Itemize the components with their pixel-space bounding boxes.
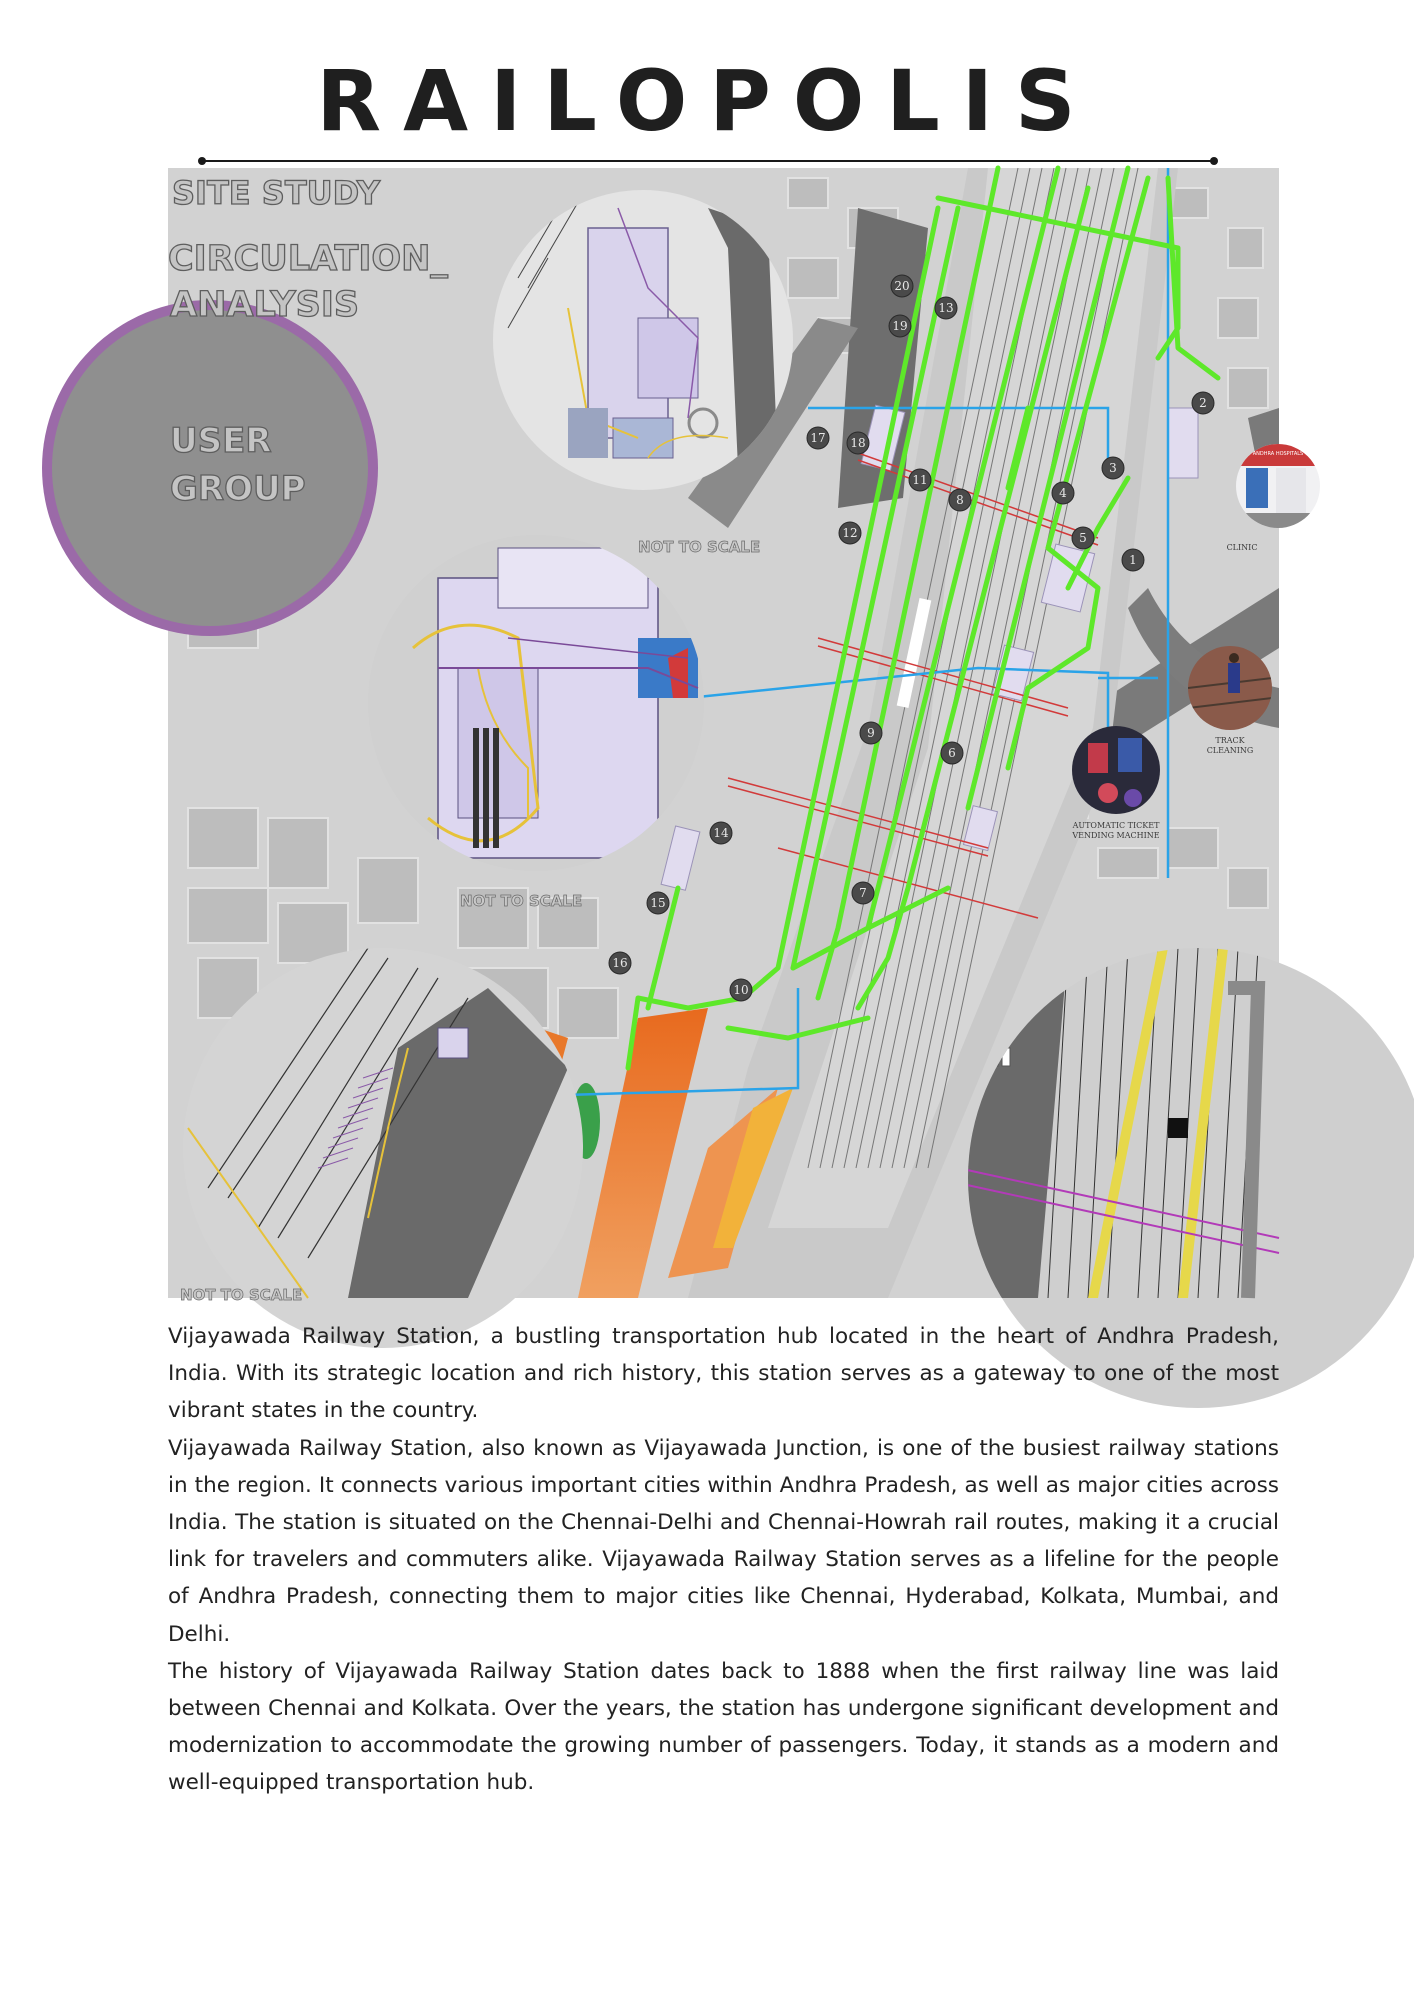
circulation-node-label: 14 xyxy=(713,826,729,840)
scale-note: NOT TO SCALE xyxy=(638,538,761,556)
circulation-node-label: 7 xyxy=(859,886,867,900)
paragraph: Vijayawada Railway Station, also known as Vijayawada Junction, is one of the busiest railway stations in the region. It connects various important cities within Andhra Pradesh, as well as major cities across India. The station is situated on the Chennai-Delhi and Chennai-Howrah rail routes, making it a crucial link for travelers and commuters alike. Vijayawada Railway Station serves as a lifeline for the people of Andhra Pradesh, connecting them to major cities like Chennai, Hyderabad, Kolkata, Mumbai, and Delhi. xyxy=(168,1435,1279,1647)
user-group-heading-line2: GROUP xyxy=(170,469,306,509)
clinic-label: CLINIC xyxy=(1226,543,1258,552)
circulation-node-label: 19 xyxy=(892,319,908,333)
site-study-heading: SITE STUDY xyxy=(172,174,381,212)
circulation-node xyxy=(647,892,669,914)
track-cleaning-photo xyxy=(1188,646,1272,730)
circulation-node xyxy=(1122,549,1144,571)
circulation-node xyxy=(730,979,752,1001)
circulation-heading-line1: CIRCULATION_ xyxy=(168,239,448,279)
circulation-node xyxy=(889,315,911,337)
circulation-node xyxy=(839,522,861,544)
circulation-node xyxy=(1052,482,1074,504)
circulation-node xyxy=(1192,392,1214,414)
circulation-node-label: 12 xyxy=(842,526,858,540)
scale-note: NOT TO SCALE xyxy=(180,1286,303,1304)
paragraph: Vijayawada Railway Station, a bustling transportation hub located in the heart of Andhra Pradesh, India. With its strategic location and rich history, this station serves as a gateway to one of the most vibrant states in the country. xyxy=(168,1324,1279,1424)
circulation-node-label: 1 xyxy=(1129,553,1137,567)
circulation-node-label: 20 xyxy=(894,279,910,293)
page-title: RAILOPOLIS xyxy=(316,52,1098,150)
clinic-sign: ANDHRA HOSPITALS xyxy=(1252,451,1304,457)
circulation-node-label: 6 xyxy=(948,746,956,760)
user-group-disc xyxy=(42,300,378,636)
ticket-vending-photo xyxy=(1072,726,1160,814)
circulation-node xyxy=(860,722,882,744)
ticket-vending-label-line2: VENDING MACHINE xyxy=(1072,831,1160,840)
description-text xyxy=(168,1318,1279,1802)
track-cleaning-label-line1: TRACK xyxy=(1215,736,1245,745)
circulation-node xyxy=(609,952,631,974)
circulation-node-label: 10 xyxy=(733,983,749,997)
circulation-node-label: 9 xyxy=(867,726,875,740)
site-study-board xyxy=(168,168,1304,1304)
circulation-node xyxy=(847,432,869,454)
paragraph: The history of Vijayawada Railway Station dates back to 1888 when the first railway line was laid between Chennai and Kolkata. Over the years, the station has undergone significant development and modernization to accommodate the growing number of passengers. Today, it stands as a modern and well-equipped transportation hub. xyxy=(168,1658,1279,1796)
circulation-node xyxy=(710,822,732,844)
circulation-node xyxy=(941,742,963,764)
circulation-node xyxy=(935,297,957,319)
track-cleaning-label-line2: CLEANING xyxy=(1206,746,1254,755)
circulation-node xyxy=(1072,527,1094,549)
divider-endpoint xyxy=(1210,157,1218,165)
ticket-vending-label-line1: AUTOMATIC TICKET xyxy=(1072,821,1160,830)
circulation-node-label: 15 xyxy=(650,896,666,910)
circulation-node xyxy=(807,427,829,449)
circulation-node-label: 8 xyxy=(956,493,964,507)
circulation-node xyxy=(891,275,913,297)
circulation-node xyxy=(949,489,971,511)
circulation-node-label: 2 xyxy=(1199,396,1207,410)
circulation-node-label: 3 xyxy=(1109,461,1117,475)
circulation-node xyxy=(852,882,874,904)
divider-endpoint xyxy=(198,157,206,165)
scale-note: NOT TO SCALE xyxy=(460,892,583,910)
circulation-node xyxy=(909,469,931,491)
circulation-node-label: 11 xyxy=(912,473,928,487)
circulation-heading-line2: ANALYSIS xyxy=(170,285,360,325)
circulation-node-label: 17 xyxy=(810,431,826,445)
user-group-heading-line1: USER xyxy=(170,421,272,461)
circulation-node-label: 16 xyxy=(612,956,628,970)
circulation-node-label: 18 xyxy=(850,436,866,450)
clinic-photo xyxy=(1236,444,1320,528)
circulation-node-label: 5 xyxy=(1079,531,1087,545)
circulation-node-label: 4 xyxy=(1059,486,1067,500)
circulation-node xyxy=(1102,457,1124,479)
circulation-node-label: 13 xyxy=(938,301,954,315)
title-divider xyxy=(202,160,1214,162)
